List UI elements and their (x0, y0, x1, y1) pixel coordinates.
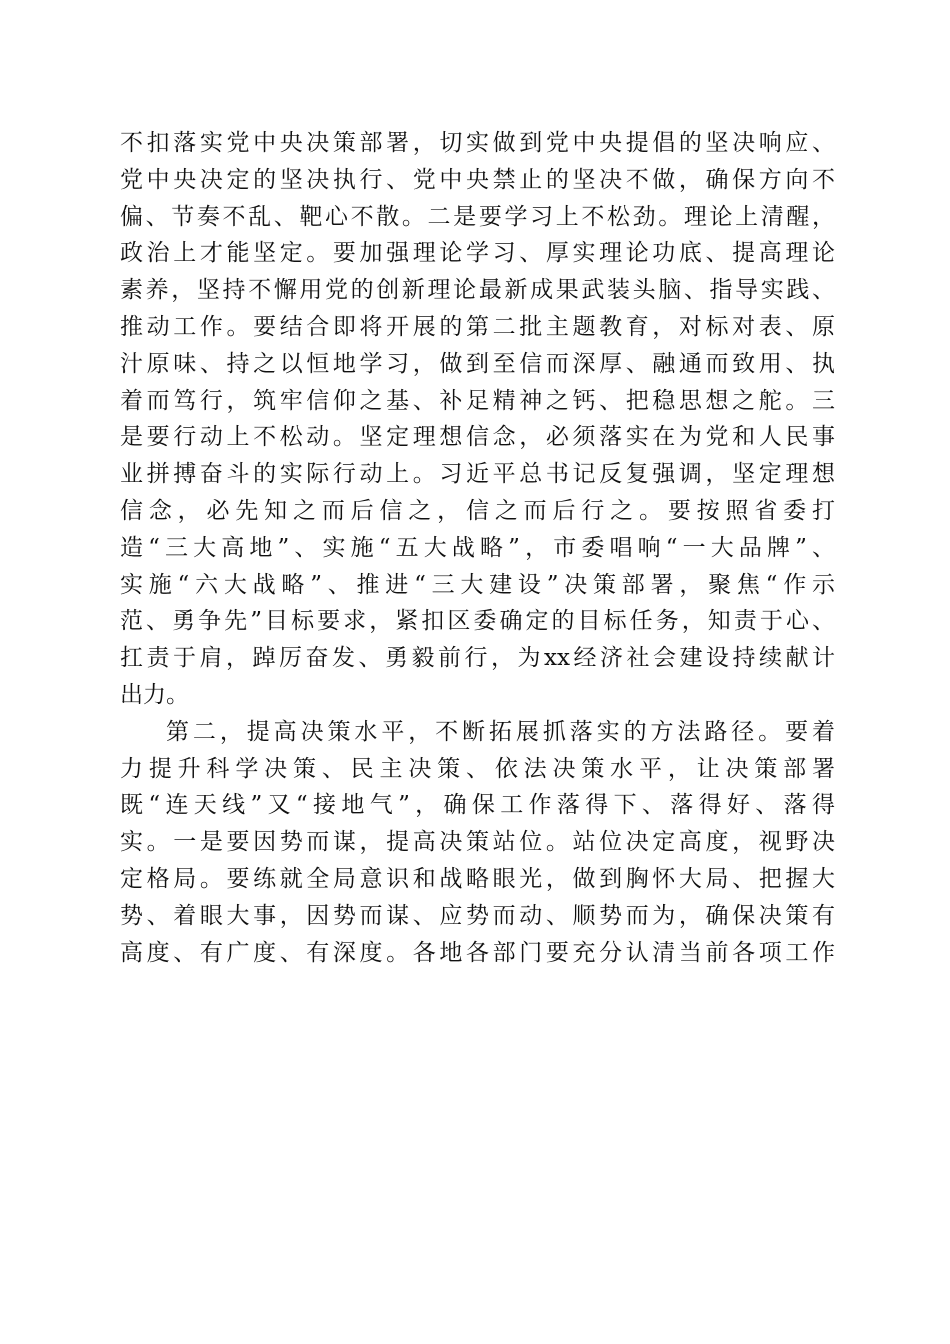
text-line: 偏、节奏不乱、靶心不散。二是要学习上不松劲。理论上清醒， (120, 203, 835, 230)
text-line: 业拼搏奋斗的实际行动上。习近平总书记反复强调，坚定理想 (120, 461, 835, 488)
text-line: 扛责于肩，踔厉奋发、勇毅前行，为xx经济社会建设持续献计 (120, 645, 835, 672)
text-line: 政治上才能坚定。要加强理论学习、厚实理论功底、提高理论 (120, 240, 835, 267)
text-line: 定格局。要练就全局意识和战略眼光，做到胸怀大局、把握大 (120, 865, 835, 892)
text-line: 不扣落实党中央决策部署，切实做到党中央提倡的坚决响应、 (120, 130, 835, 156)
text-line: 高度、有广度、有深度。各地各部门要充分认清当前各项工作 (120, 939, 835, 966)
text-line: 势、着眼大事，因势而谋、应势而动、顺势而为，确保决策有 (120, 902, 835, 929)
text-line: 造“三大高地”、实施“五大战略”，市委唱响“一大品牌”、 (120, 534, 835, 561)
text-line: 实施“六大战略”、推进“三大建设”决策部署，聚焦“作示 (120, 571, 835, 598)
text-line: 信念，必先知之而后信之，信之而后行之。要按照省委打 (120, 497, 835, 524)
text-line: 素养，坚持不懈用党的创新理论最新成果武装头脑、指导实践、 (120, 277, 835, 304)
text-line: 汁原味、持之以恒地学习，做到至信而深厚、融通而致用、执 (120, 350, 835, 377)
text-line: 是要行动上不松动。坚定理想信念，必须落实在为党和人民事 (120, 424, 835, 451)
text-line: 既“连天线”又“接地气”，确保工作落得下、落得好、落得 (120, 792, 835, 819)
paragraph-1 (120, 125, 835, 714)
text-line: 力提升科学决策、民主决策、依法决策水平，让决策部署 (120, 755, 835, 782)
text-line: 党中央决定的坚决执行、党中央禁止的坚决不做，确保方向不 (120, 166, 835, 193)
paragraph-2 (120, 714, 835, 972)
document-body (120, 125, 835, 971)
text-line: 第二，提高决策水平，不断拓展抓落实的方法路径。要着 (166, 718, 835, 745)
text-line: 出力。 (120, 681, 189, 708)
text-line: 实。一是要因势而谋，提高决策站位。站位决定高度，视野决 (120, 829, 835, 856)
text-line: 推动工作。要结合即将开展的第二批主题教育，对标对表、原 (120, 313, 835, 340)
text-line: 范、勇争先”目标要求，紧扣区委确定的目标任务，知责于心、 (120, 608, 835, 635)
text-line: 着而笃行，筑牢信仰之基、补足精神之钙、把稳思想之舵。三 (120, 387, 835, 414)
